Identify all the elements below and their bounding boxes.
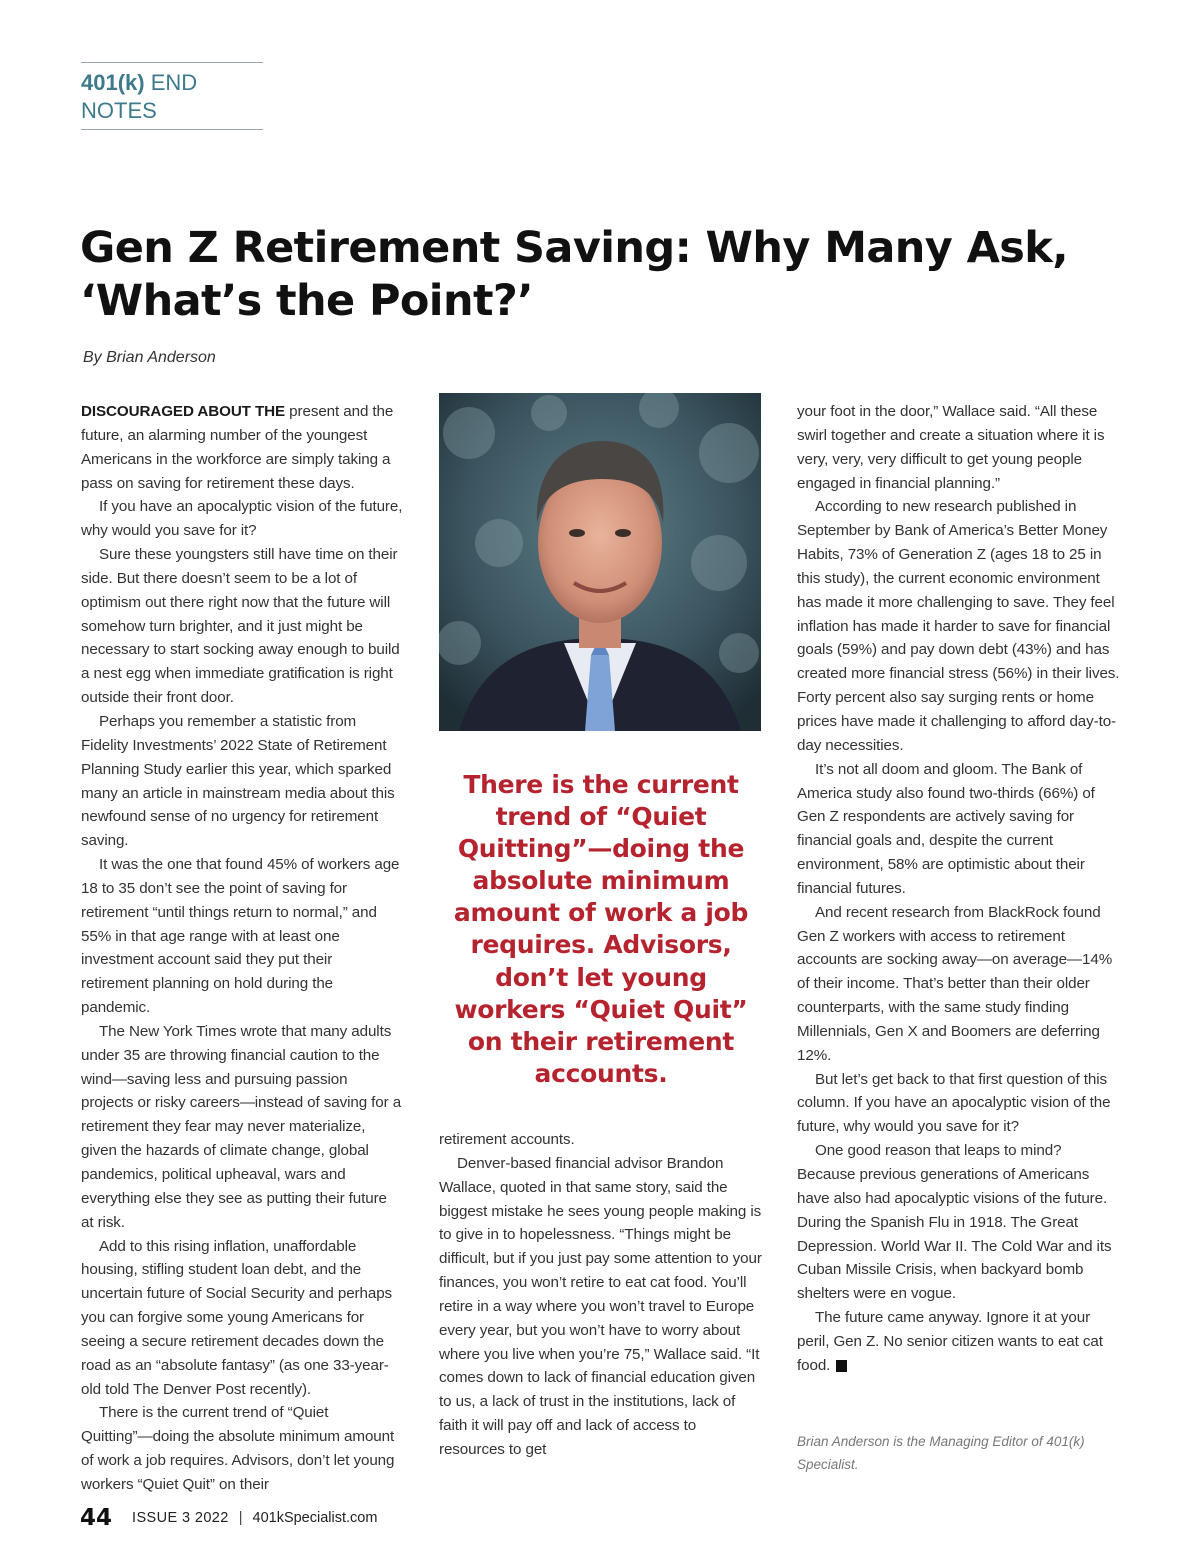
page-number: 44 (80, 1505, 113, 1531)
paragraph: It was the one that found 45% of workers age 18 to 35 don’t see the point of saving for retirement “until things return to normal,” and 55% in that age range with at least one investment account said they put their retirement planning on hold during the pandemic. (81, 856, 400, 1017)
end-mark-icon: K (836, 1360, 847, 1372)
paragraph: One good reason that leaps to mind? Because previous generations of Americans have also had apocalyptic visions of the future. During the Spanish Flu in 1918. The Great Depression. World War II. The Cold War and its Cuban Missile Crisis, when backyard bomb shelters were en vogue. (797, 1142, 1112, 1303)
pull-quote: There is the current trend of “Quiet Quitting”—doing the absolute minimum amount of work a job requires. Advisors, don’t let young workers “Quiet Quit” on their retirement accounts. (453, 770, 749, 1088)
author-photo (439, 393, 761, 731)
paragraph: The New York Times wrote that many adults under 35 are throwing financial caution to the wind—saving less and pursuing passion projects or risky careers—instead of saving for a retirement they fear may never materialize, given the hazards of climate change, global pandemics, political upheaval, wars and everything else they see as putting their future at risk. (81, 1022, 402, 1231)
author-bio: Brian Anderson is the Managing Editor of 401(k) Specialist. (797, 1434, 1085, 1472)
paragraph: your foot in the door,” Wallace said. “All these swirl together and create a situation where it is very, very, very difficult to get young people engaged in financial planning.” (797, 403, 1105, 492)
paragraph: Denver-based financial advisor Brandon Wallace, quoted in that same story, said the biggest mistake he sees young people making is to give in to hopelessness. “Things might be difficult, but if you just pay some attention to your finances, you won’t retire to eat cat food. You’ll retire in a way where you won’t travel to Europe every year, but you won’t have to worry about where you live when you’re 75,” Wallace said. “It comes down to lack of financial education given to us, a lack of trust in the institutions, lack of faith it will pay off and lack of access to resources to get (439, 1154, 762, 1458)
article-title-line1: Gen Z Retirement Saving: Why Many Ask, (80, 223, 1069, 273)
section-tag-bold: 401(k) (81, 70, 145, 95)
column-2 (439, 1128, 764, 1462)
paragraph: If you have an apocalyptic vision of the future, why would you save for it? (81, 498, 403, 540)
paragraph: According to new research published in September by Bank of America’s Better Money Habits, 73% of Generation Z (ages 18 to 25 in this study), the current economic environment has made it more challenging to save. They feel inflation has made it harder to save for financial goals (59%) and pay down debt (43%) and has created more financial stress (56%) in their lives. Forty percent also say surging rents or home prices have made it challenging to afford day-to-day necessities. (797, 498, 1120, 754)
paragraph: Sure these youngsters still have time on their side. But there doesn’t seem to be a lot of optimism out there right now that the future will somehow turn brighter, and it just might be necessary to start socking away enough to build a nest egg when immediate gratification is right outside their front door. (81, 546, 400, 707)
paragraph: It’s not all doom and gloom. The Bank of America study also found two-thirds (66%) of Gen Z respondents are actively saving for financial goals and, despite the current environment, 58% are optimistic about their financial futures. (797, 760, 1095, 897)
section-tag-text: END NOTES (81, 70, 198, 123)
paragraph: Perhaps you remember a statistic from Fidelity Investments’ 2022 State of Retirement Planning Study earlier this year, which sparked many an article in mainstream media about this newfound sense of no urgency for retirement saving. (81, 712, 395, 850)
article-title (80, 222, 1140, 328)
section-tag (81, 62, 263, 130)
article-title-line2: ‘What’s the Point?’ (80, 276, 533, 326)
paragraph: The future came anyway. Ignore it at your peril, Gen Z. No senior citizen wants to eat cat food. K (797, 1309, 1103, 1374)
paragraph: And recent research from BlackRock found Gen Z workers with access to retirement accounts are socking away—on average—14% of their income. That’s better than their older counterparts, with the same study finding Millennials, Gen X and Boomers are deferring 12%. (797, 903, 1113, 1064)
page-footer (80, 1500, 377, 1536)
paragraph: Add to this rising inflation, unaffordable housing, stifling student loan debt, and the uncertain future of Social Security and perhaps you can forgive some young Americans for seeing a secure retirement decades down the road as an “absolute fantasy” (as one 33-year-old told The Denver Post recently). (81, 1237, 393, 1398)
lead-in: DISCOURAGED ABOUT THE (81, 403, 286, 420)
byline: By Brian Anderson (83, 349, 216, 366)
column-3 (797, 400, 1121, 1378)
paragraph: But let’s get back to that first question of this column. If you have an apocalyptic vision of the future, why would you save for it? (797, 1070, 1111, 1136)
footer-separator: | (238, 1510, 243, 1526)
paragraph: retirement accounts. (439, 1131, 575, 1148)
site-link[interactable]: 401kSpecialist.com (252, 1510, 378, 1526)
column-1 (81, 400, 403, 1497)
issue-label: ISSUE 3 2022 (132, 1510, 229, 1526)
paragraph: DISCOURAGED ABOUT THE present and the future, an alarming number of the youngest Americans in the workforce are simply taking a pass on saving for retirement these days. (81, 403, 394, 492)
paragraph: There is the current trend of “Quiet Quitting”—doing the absolute minimum amount of work a job requires. Advisors, don’t let young workers “Quiet Quit” on their (81, 1404, 395, 1493)
